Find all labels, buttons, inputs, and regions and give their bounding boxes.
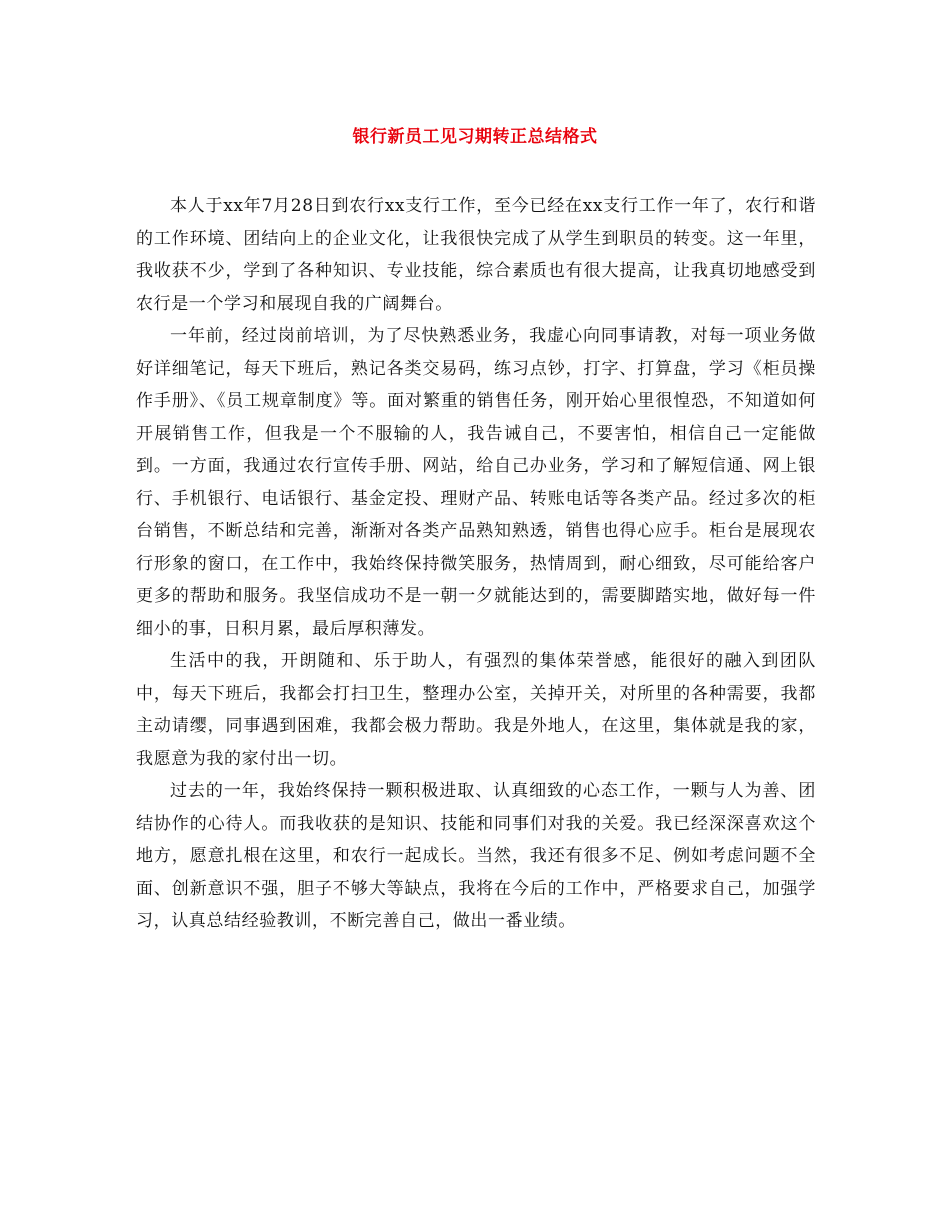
paragraph-2: 一年前，经过岗前培训，为了尽快熟悉业务，我虚心向同事请教，对每一项业务做好详细笔记，每天下班后，熟记各类交易码，练习点钞，打字、打算盘，学习《柜员操作手册》、《员工规章制度》等。面对繁重的销售任务，刚开始心里很惶恐，不知道如何开展销售工作，但我是一个不服输的人，我告诫自己，不要害怕，相信自己一定能做到。一方面，我通过农行宣传手册、网站，给自己办业务，学习和了解短信通、网上银行、手机银行、电话银行、基金定投、理财产品、转账电话等各类产品。经过多次的柜台销售，不断总结和完善，渐渐对各类产品熟知熟透，销售也得心应手。柜台是展现农行形象的窗口，在工作中，我始终保持微笑服务，热情周到，耐心细致，尽可能给客户更多的帮助和服务。我坚信成功不是一朝一夕就能达到的，需要脚踏实地，做好每一件细小的事，日积月累，最后厚积薄发。 [136, 326, 816, 639]
paragraph-1: 本人于xx年7月28日到农行xx支行工作，至今已经在xx支行工作一年了，农行和谐的工作环境、团结向上的企业文化，让我很快完成了从学生到职员的转变。这一年里，我收获不少，学到了各种知识、专业技能，综合素质也有很大提高，让我真切地感受到农行是一个学习和展现自我的广阔舞台。 [136, 196, 816, 314]
paragraph-4: 过去的一年，我始终保持一颗积极进取、认真细致的心态工作，一颗与人为善、团结协作的心待人。而我收获的是知识、技能和同事们对我的关爱。我已经深深喜欢这个地方，愿意扎根在这里，和农行一起成长。当然，我还有很多不足、例如考虑问题不全面、创新意识不强，胆子不够大等缺点，我将在今后的工作中，严格要求自己，加强学习，认真总结经验教训，不断完善自己，做出一番业绩。 [136, 781, 816, 931]
document-title: 银行新员工见习期转正总结格式 [352, 127, 598, 147]
paragraph-3: 生活中的我，开朗随和、乐于助人，有强烈的集体荣誉感，能很好的融入到团队中，每天下班后，我都会打扫卫生，整理办公室，关掉开关，对所里的各种需要，我都主动请缨，同事遇到困难，我都会极力帮助。我是外地人，在这里，集体就是我的家，我愿意为我的家付出一切。 [136, 651, 816, 769]
document-body [136, 190, 816, 938]
